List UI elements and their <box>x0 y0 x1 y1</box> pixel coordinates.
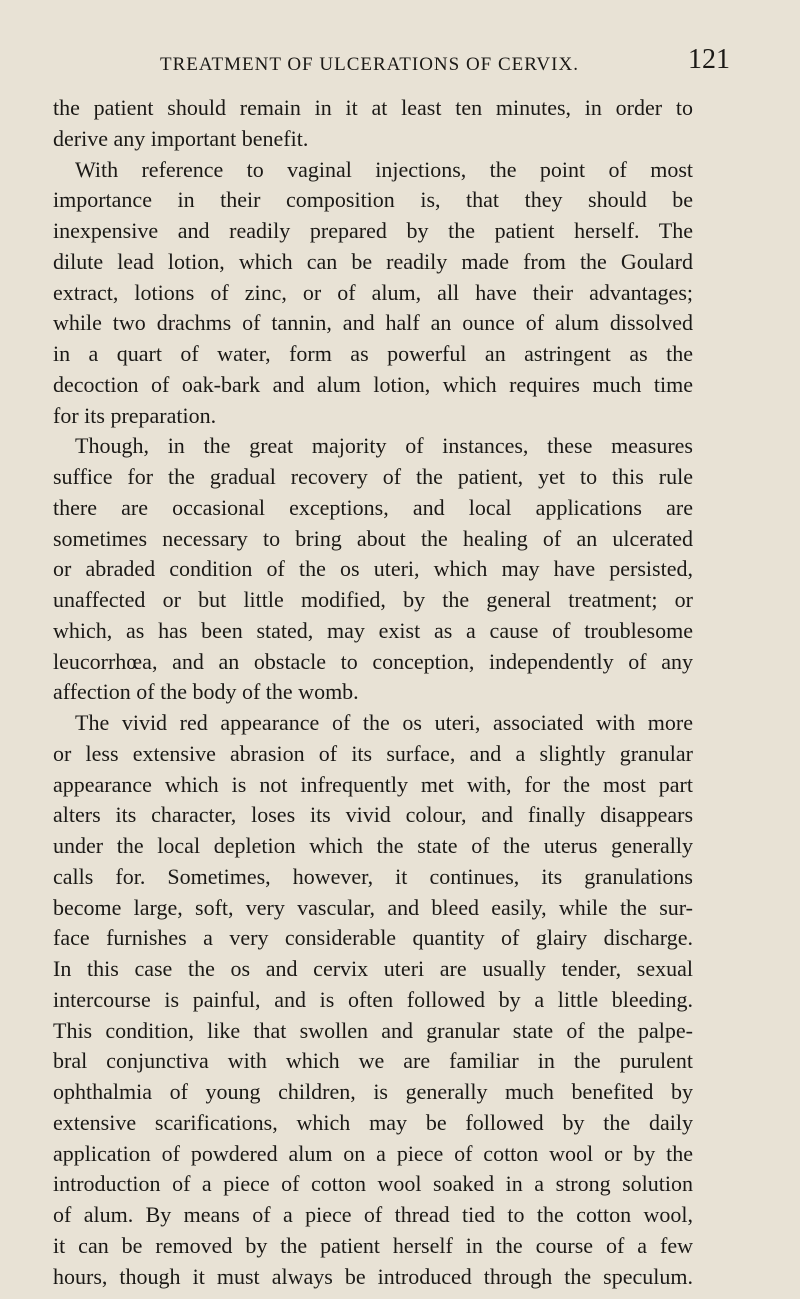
text-line: hours, though it must always be introduced through the speculum. <box>53 1263 693 1289</box>
text-line: alters its character, loses its vivid colour, and finally disappears <box>53 802 693 828</box>
text-line: intercourse is painful, and is often followed by a little bleeding. <box>53 986 693 1012</box>
body-text <box>53 93 693 1292</box>
text-line: affection of the body of the womb. <box>53 679 359 705</box>
text-line: it can be removed by the patient herself in the course of a few <box>53 1232 693 1258</box>
text-line: appearance which is not infrequently met with, for the most part <box>53 771 693 797</box>
page-header <box>160 44 730 84</box>
text-line: bral conjunctiva with which we are familiar in the purulent <box>53 1048 693 1074</box>
text-line: With reference to vaginal injections, the point of most <box>75 156 693 182</box>
text-line: importance in their composition is, that they should be <box>53 187 693 213</box>
text-line: inexpensive and readily prepared by the patient herself. The <box>53 218 693 243</box>
text-line: ophthalmia of young children, is generally much benefited by <box>53 1079 693 1104</box>
text-line: become large, soft, very vascular, and bleed easily, while the sur- <box>53 894 693 920</box>
text-line: derive any important benefit. <box>53 125 309 151</box>
text-line: under the local depletion which the state of the uterus generally <box>53 833 693 858</box>
text-line: leucorrhœa, and an obstacle to conception, independently of any <box>53 648 693 674</box>
text-line: in a quart of water, form as powerful an astringent as the <box>53 341 693 366</box>
text-line: while two drachms of tannin, and half an ounce of alum dissolved <box>53 310 693 336</box>
text-line: This condition, like that swollen and granular state of the palpe- <box>53 1017 693 1043</box>
text-line: calls for. Sometimes, however, it continues, its granulations <box>53 863 693 889</box>
text-line: In this case the os and cervix uteri are usually tender, sexual <box>53 956 693 981</box>
text-line: unaffected or but little modified, by the general treatment; or <box>53 587 693 612</box>
text-line: which, as has been stated, may exist as a cause of troublesome <box>53 617 693 643</box>
text-line: there are occasional exceptions, and local applications are <box>53 494 693 520</box>
text-line: extensive scarifications, which may be followed by the daily <box>53 1109 693 1135</box>
text-line: suffice for the gradual recovery of the patient, yet to this rule <box>53 464 693 489</box>
text-line: extract, lotions of zinc, or of alum, all have their advantages; <box>53 279 693 305</box>
text-line: introduction of a piece of cotton wool soaked in a strong solution <box>53 1171 693 1197</box>
text-line: or less extensive abrasion of its surface, and a slightly granular <box>53 740 693 766</box>
text-line: the patient should remain in it at least ten minutes, in order to <box>53 95 693 120</box>
text-line: decoction of oak-bark and alum lotion, which requires much time <box>53 371 693 397</box>
page-number: 121 <box>688 44 730 75</box>
text-line: of alum. By means of a piece of thread tied to the cotton wool, <box>53 1202 693 1227</box>
text-line: application of powdered alum on a piece of cotton wool or by the <box>53 1140 693 1166</box>
text-line: or abraded condition of the os uteri, which may have persisted, <box>53 556 693 582</box>
text-line: face furnishes a very considerable quantity of glairy discharge. <box>53 925 693 951</box>
text-line: dilute lead lotion, which can be readily made from the Goulard <box>53 248 693 274</box>
running-head: TREATMENT OF ULCERATIONS OF CERVIX. <box>160 54 579 75</box>
text-line: The vivid red appearance of the os uteri, associated with more <box>75 710 693 735</box>
text-line: sometimes necessary to bring about the healing of an ulcerated <box>53 525 693 551</box>
text-line: Though, in the great majority of instances, these measures <box>75 433 693 459</box>
text-line: for its preparation. <box>53 402 217 428</box>
